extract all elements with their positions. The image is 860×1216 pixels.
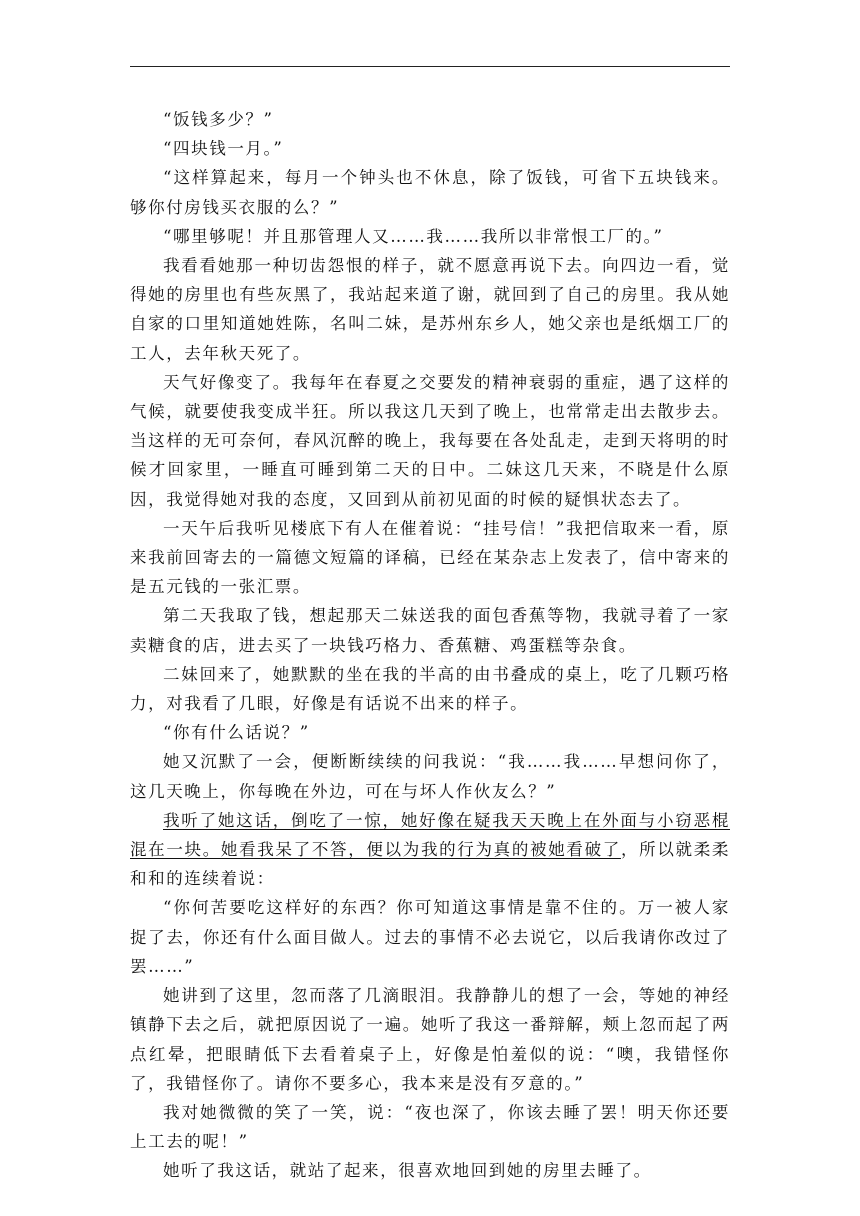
paragraph: “饭钱多少？” <box>163 110 274 129</box>
paragraph: “你何苦要吃这样好的东西？你可知道这事情是靠不住的。万一被人家捉了去，你还有什么面目做人。过去的事情不必去说它，以后我请你改过了罢……” <box>130 898 730 976</box>
paragraph: “你有什么话说？” <box>163 723 310 743</box>
paragraph: 我对她微微的笑了一笑，说：“夜也深了，你该去睡了罢！明天你还要上工去的呢！” <box>130 1102 730 1152</box>
paragraph-tail: ，所以就柔柔和和的连续着说： <box>130 840 730 889</box>
paragraph: “这样算起来，每月一个钟头也不休息，除了饭钱，可省下五块钱来。够你付房钱买衣服的么？” <box>130 168 730 217</box>
paragraph: “哪里够呢！并且那管理人又……我……我所以非常恨工厂的。” <box>163 226 664 246</box>
paragraph: 一天午后我听见楼底下有人在催着说：“挂号信！”我把信取来一看，原来我前回寄去的一篇德文短篇的译稿，已经在某杂志上发表了，信中寄来的是五元钱的一张汇票。 <box>130 518 730 597</box>
underlined-paragraph <box>130 806 730 894</box>
paragraph: 她又沉默了一会，便断断续续的问我说：“我……我……早想问你了，这几天晚上，你每晚在外边，可在与坏人作伙友么？” <box>130 752 730 801</box>
paragraph: 她讲到了这里，忽而落了几滴眼泪。我静静儿的想了一会，等她的神经镇静下去之后，就把原因说了一遍。她听了我这一番辩解，颊上忽而起了两点红晕，把眼睛低下去看着桌子上，好像是怕羞似的说：“噢，我错怪你了，我错怪你了。请你不要多心，我本来是没有歹意的。” <box>130 986 730 1093</box>
article-body <box>130 105 730 1186</box>
paragraph: 我看看她那一种切齿怨恨的样子，就不愿意再说下去。向四边一看，觉得她的房里也有些灰黑了，我站起来道了谢，就回到了自己的房里。我从她自家的口里知道她姓陈，名叫二妹，是苏州东乡人，她父亲也是纸烟工厂的工人，去年秋天死了。 <box>130 256 730 363</box>
header-rule <box>130 66 730 67</box>
paragraph: 天气好像变了。我每年在春夏之交要发的精神衰弱的重症，遇了这样的气候，就要使我变成半狂。所以我这几天到了晚上，也常常走出去散步去。当这样的无可奈何，春风沉醉的晚上，我每要在各处乱走，走到天将明的时候才回家里，一睡直可睡到第二天的日中。二妹这几天来，不晓是什么原因，我觉得她对我的态度，又回到从前初见面的时候的疑惧状态去了。 <box>130 372 730 509</box>
paragraph: 她听了我这话，就站了起来，很喜欢地回到她的房里去睡了。 <box>163 1161 652 1181</box>
paragraph: “四块钱一月。” <box>163 139 284 159</box>
underlined-sentence: 我听了她这话，倒吃了一惊，她好像在疑我天天晚上在外面与小窃恶棍混在一块。她看我呆了不答，便以为我的行为真的被她看破了 <box>130 810 730 860</box>
paragraph: 二妹回来了，她默默的坐在我的半高的由书叠成的桌上，吃了几颗巧格力，对我看了几眼，好像是有话说不出来的样子。 <box>130 664 730 714</box>
paragraph: 第二天我取了钱，想起那天二妹送我的面包香蕉等物，我就寻着了一家卖糖食的店，进去买了一块钱巧格力、香蕉糖、鸡蛋糕等杂食。 <box>130 606 730 655</box>
